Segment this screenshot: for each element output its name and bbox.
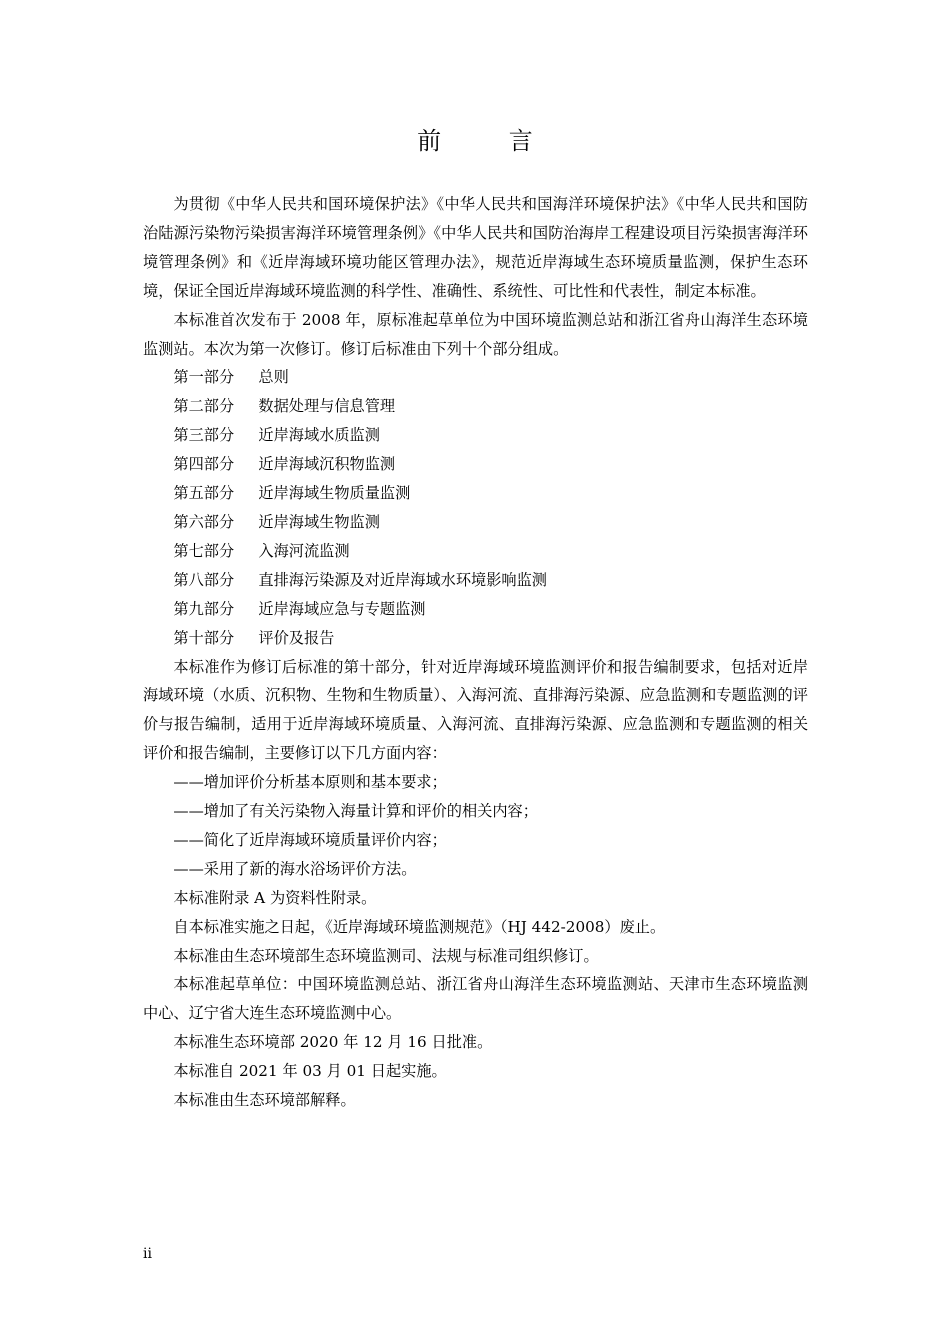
part-name: 入海河流监测 [258,541,350,560]
page-title: 前 言 [417,127,563,155]
paragraph: 本标准生态环境部 2020 年 12 月 16 日批准。 [173,1033,493,1052]
part-number: 第八部分 [173,570,235,589]
part-number: 第六部分 [173,512,235,531]
part-item [143,508,808,537]
part-item [143,537,808,566]
part-name: 数据处理与信息管理 [258,397,396,416]
part-name: 总则 [258,368,289,387]
revision-item: ——增加了有关污染物入海量计算和评价的相关内容； [173,802,538,821]
revision-item: ——增加评价分析基本原则和基本要求； [173,773,447,792]
part-name: 近岸海域生物监测 [258,512,380,531]
part-name: 近岸海域沉积物监测 [258,455,396,474]
part-item [143,421,808,450]
part-name: 近岸海域水质监测 [258,426,380,445]
document-body [143,190,808,1115]
paragraph: 自本标准实施之日起，《近岸海域环境监测规范》（HJ 442-2008）废止。 [173,917,666,936]
part-number: 第七部分 [173,541,235,560]
paragraph: 本标准由生态环境部解释。 [173,1091,356,1110]
paragraph: 本标准作为修订后标准的第十部分，针对近岸海域环境监测评价和报告编制要求，包括对近岸海域环境（水质、沉积物、生物和生物质量）、入海河流、直排海污染源、应急监测和专题监测的评价与报告编制，适用于近岸海域环境质量、入海河流、直排海污染源、应急监测和专题监测的相关评价和报告编制，主要修订以下几方面内容： [143,657,808,763]
part-number: 第十部分 [173,628,235,647]
part-number: 第四部分 [173,455,235,474]
paragraph: 为贯彻《中华人民共和国环境保护法》《中华人民共和国海洋环境保护法》《中华人民共和国防治陆源污染物污染损害海洋环境管理条例》《中华人民共和国防治海岸工程建设项目污染损害海洋环境管理条例》和《近岸海域环境功能区管理办法》，规范近岸海域生态环境质量监测，保护生态环境，保证全国近岸海域环境监测的科学性、准确性、系统性、可比性和代表性，制定本标准。 [143,195,808,300]
part-number: 第二部分 [173,397,235,416]
part-item [143,595,808,624]
part-item [143,624,808,653]
part-item [143,450,808,479]
part-number: 第一部分 [173,368,235,387]
part-name: 直排海污染源及对近岸海域水环境影响监测 [258,570,547,589]
part-name: 近岸海域应急与专题监测 [258,599,426,618]
paragraph: 本标准起草单位：中国环境监测总站、浙江省舟山海洋生态环境监测站、天津市生态环境监测中心、辽宁省大连生态环境监测中心。 [143,975,808,1023]
revision-item: ——采用了新的海水浴场评价方法。 [173,859,417,878]
revision-item: ——简化了近岸海域环境质量评价内容； [173,830,447,849]
part-name: 近岸海域生物质量监测 [258,484,411,503]
page-number: ii [143,1246,152,1262]
part-number: 第三部分 [173,426,235,445]
part-item [143,363,808,392]
paragraph: 本标准由生态环境部生态环境监测司、法规与标准司组织修订。 [173,946,599,965]
paragraph: 本标准附录 A 为资料性附录。 [173,888,377,907]
part-item [143,566,808,595]
part-number: 第九部分 [173,599,235,618]
paragraph: 本标准首次发布于 2008 年，原标准起草单位为中国环境监测总站和浙江省舟山海洋生态环境监测站。本次为第一次修订。修订后标准由下列十个部分组成。 [143,310,808,358]
paragraph: 本标准自 2021 年 03 月 01 日起实施。 [173,1062,447,1081]
part-item [143,392,808,421]
part-item [143,479,808,508]
part-number: 第五部分 [173,484,235,503]
part-name: 评价及报告 [258,628,335,647]
